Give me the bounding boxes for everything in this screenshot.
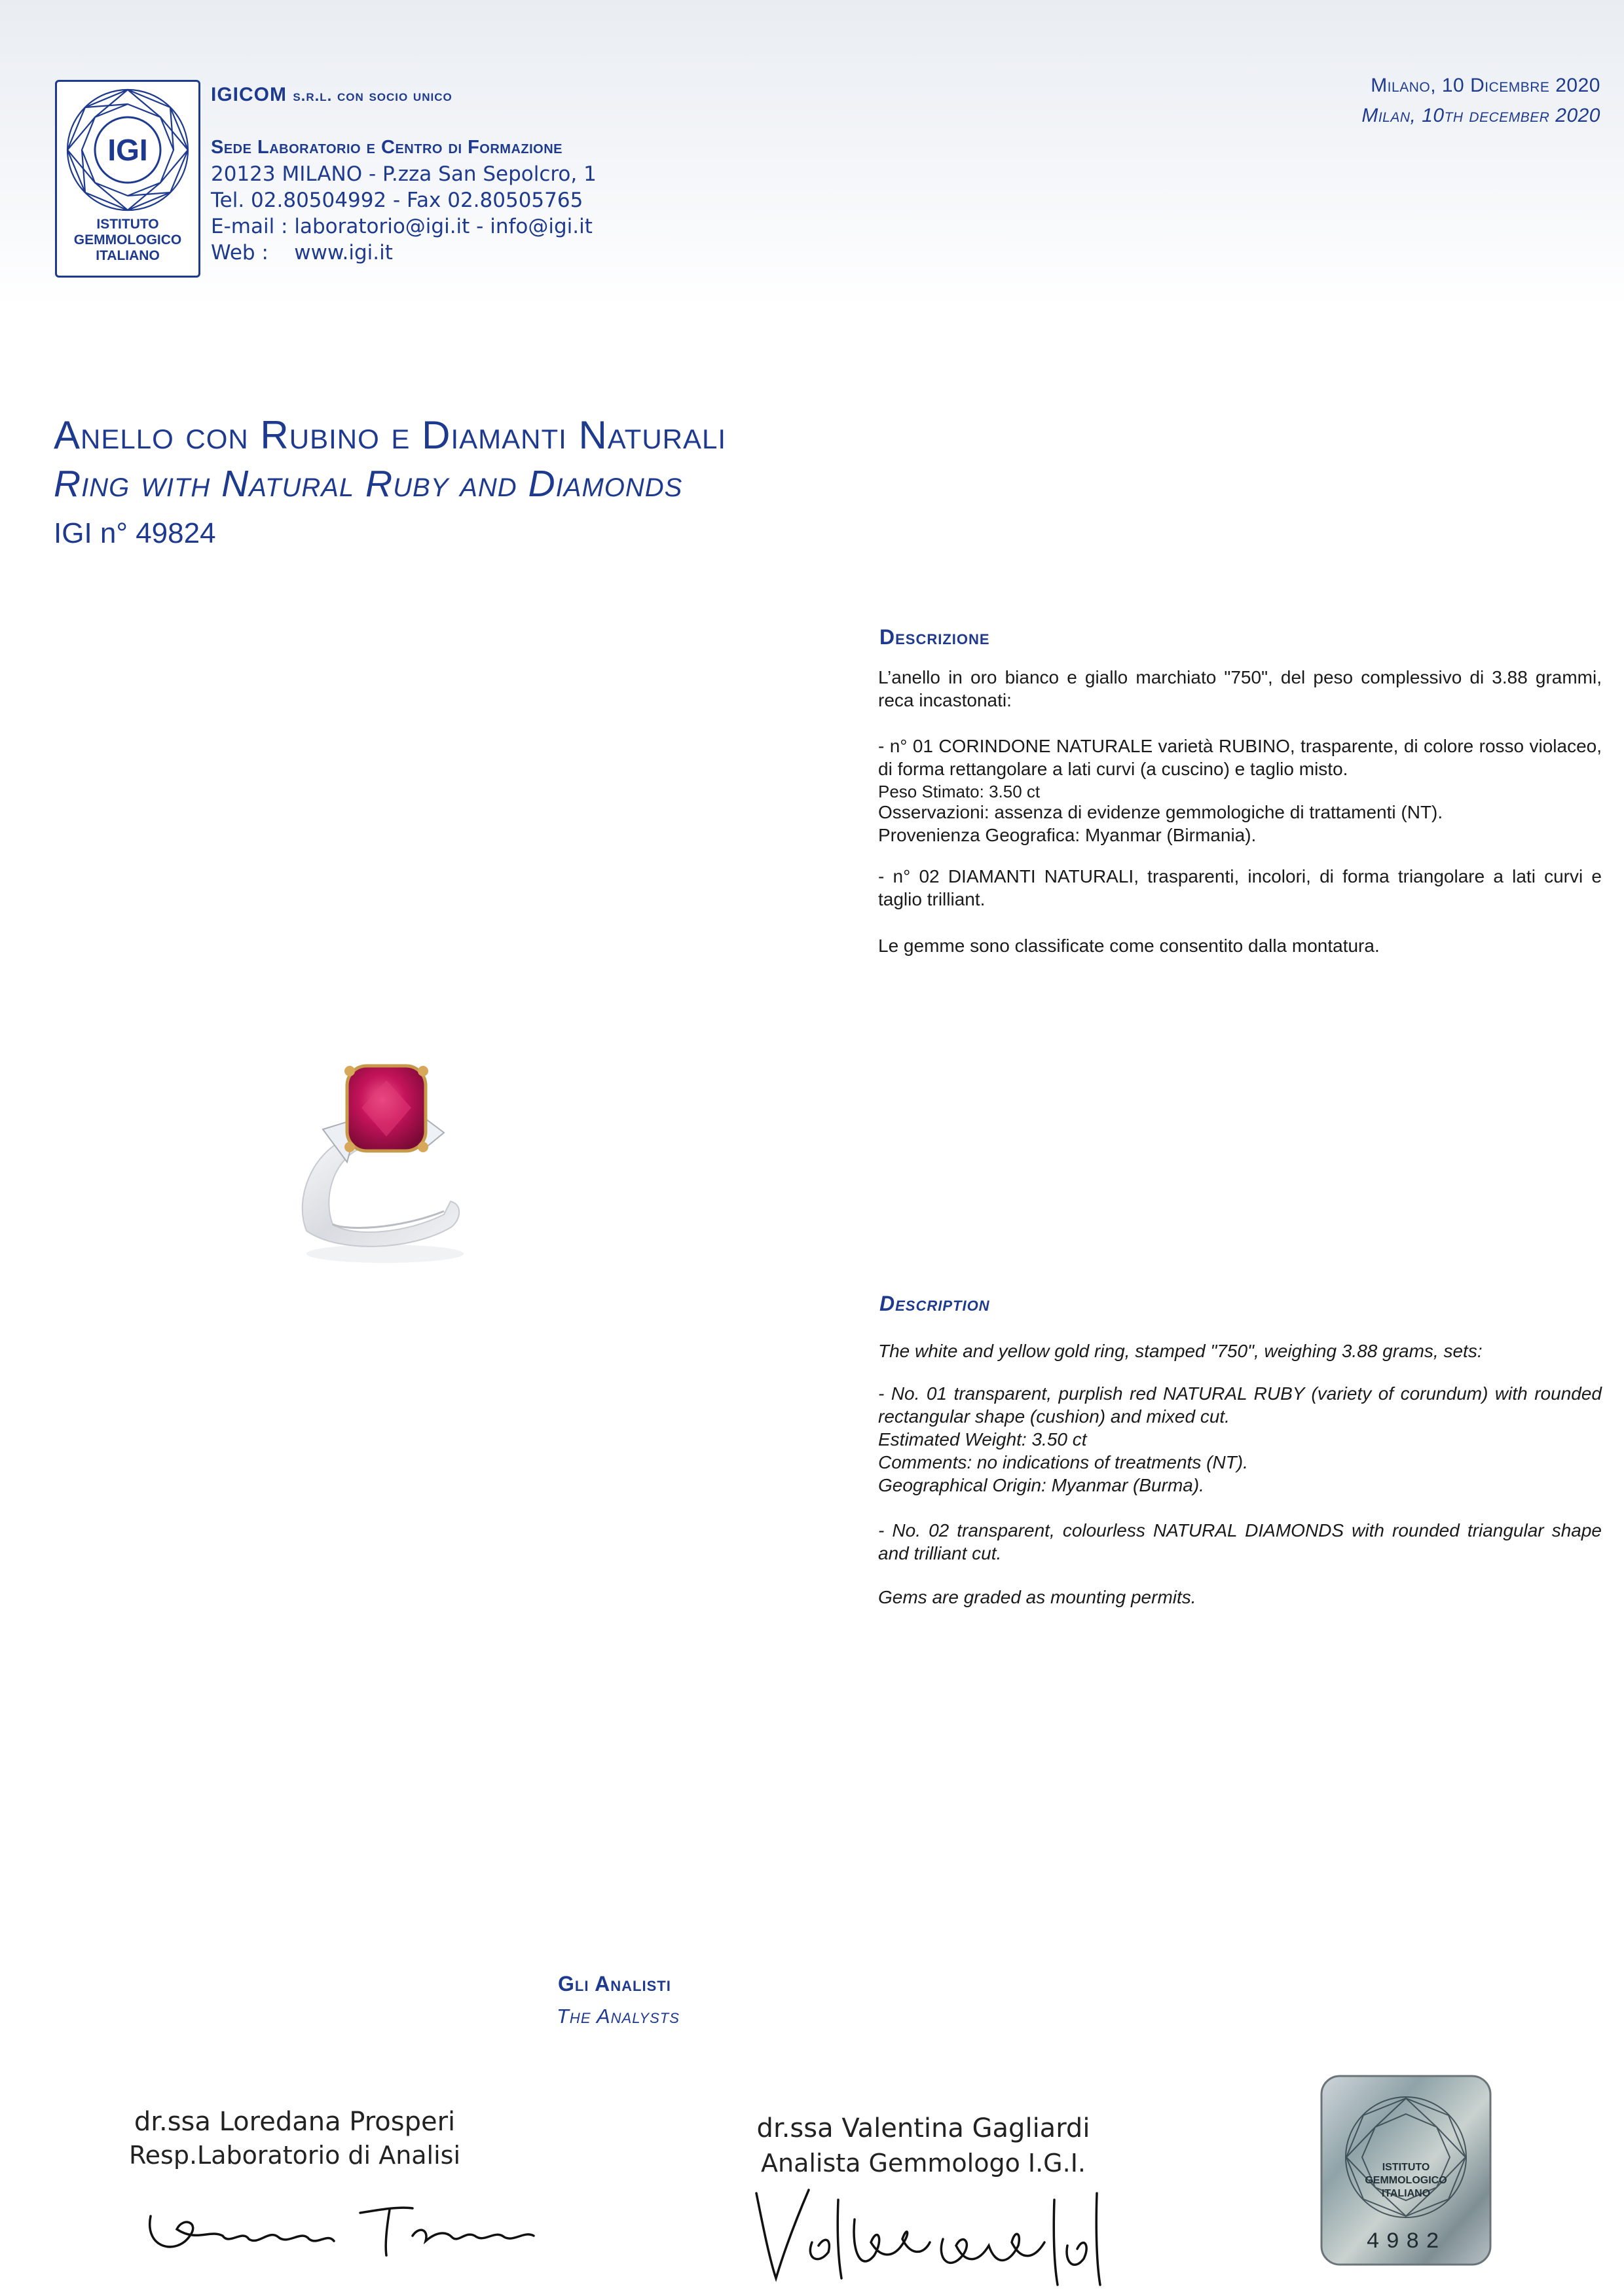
description-item2-en: - No. 02 transparent, colourless NATURAL DIAMONDS with rounded triangular shape and trilliant cut. xyxy=(878,1520,1602,1563)
logo-igi-text: IGI xyxy=(107,133,148,167)
description-item2-it: - n° 02 DIAMANTI NATURALI, trasparenti, incolori, di forma triangolare a lati curvi e taglio trilliant. xyxy=(878,866,1602,909)
description-heading-en: Description xyxy=(879,1292,990,1315)
description-heading-it: Descrizione xyxy=(879,625,990,649)
analyst1-name: dr.ssa Loredana Prosperi xyxy=(134,2107,456,2137)
title-italian: Anello con Rubino e Diamanti Naturali xyxy=(54,413,727,457)
hologram-seal xyxy=(1318,2072,1494,2269)
igi-number: IGI n° 49824 xyxy=(54,517,216,549)
analyst2-signature xyxy=(747,2180,1113,2291)
analysts-heading-en: The Analysts xyxy=(557,2005,680,2028)
logo-caption-line: ITALIANO xyxy=(96,248,160,263)
analyst2-name: dr.ssa Valentina Gagliardi xyxy=(756,2113,1090,2143)
logo-caption xyxy=(57,217,198,264)
description-observations-it: Osservazioni: assenza di evidenze gemmologiche di trattamenti (NT). xyxy=(878,802,1443,822)
analyst1-role: Resp.Laboratorio di Analisi xyxy=(128,2141,461,2170)
description-item1-en: - No. 01 transparent, purplish red NATURAL RUBY (variety of corundum) with rounded rectangular shape (cushion) and mixed cut. xyxy=(878,1383,1602,1427)
description-item1-it: - n° 01 CORINDONE NATURALE varietà RUBINO, trasparente, di colore rosso violaceo, di forma rettangolare a lati curvi (a cuscino) e taglio misto. xyxy=(878,736,1602,779)
diamond-emblem-icon xyxy=(57,82,198,219)
title-english: Ring with Natural Ruby and Diamonds xyxy=(54,463,683,505)
description-weight-en: Estimated Weight: 3.50 ct xyxy=(878,1429,1087,1449)
hologram-seal-icon xyxy=(1318,2072,1494,2269)
description-weight-it: Peso Stimato: 3.50 ct xyxy=(878,782,1041,801)
analysts-heading-it: Gli Analisti xyxy=(558,1972,671,1995)
igi-logo xyxy=(55,80,200,278)
address-line: 20123 MILANO - P.zza San Sepolcro, 1 xyxy=(211,162,597,186)
hologram-number: 4982 xyxy=(1366,2230,1446,2255)
ring-image-icon xyxy=(287,1034,483,1270)
description-intro-en: The white and yellow gold ring, stamped "750", weighing 3.88 grams, sets: xyxy=(878,1341,1483,1361)
hologram-caption-line: GEMMOLOGICO xyxy=(1365,2175,1447,2186)
lab-title: Sede Laboratorio e Centro di Formazione xyxy=(211,137,563,158)
description-note-it: Le gemme sono classificate come consentito dalla montatura. xyxy=(878,936,1380,956)
hologram-caption-line: ISTITUTO xyxy=(1382,2162,1430,2173)
description-origin-it: Provenienza Geografica: Myanmar (Birmania). xyxy=(878,825,1257,845)
analyst2-role: Analista Gemmologo I.G.I. xyxy=(760,2149,1086,2178)
hologram-caption-line: ITALIANO xyxy=(1381,2188,1431,2199)
company-name-text: IGICOM xyxy=(211,84,287,105)
description-comments-en: Comments: no indications of treatments (NT). xyxy=(878,1452,1248,1472)
company-suffix: s.r.l. con socio unico xyxy=(293,87,452,105)
date-english: Milan, 10th december 2020 xyxy=(1361,105,1600,126)
phone-fax-line: Tel. 02.80504992 - Fax 02.80505765 xyxy=(211,189,583,212)
logo-caption-line: ISTITUTO xyxy=(96,217,159,232)
description-origin-en: Geographical Origin: Myanmar (Burma). xyxy=(878,1475,1204,1495)
email-line: E-mail : laboratorio@igi.it - info@igi.it xyxy=(211,215,593,238)
logo-caption-line: GEMMOLOGICO xyxy=(73,232,182,247)
company-name xyxy=(211,84,452,106)
ring-photo xyxy=(287,1034,483,1270)
description-intro-it: L’anello in oro bianco e giallo marchiato "750", del peso complessivo di 3.88 grammi, reca incastonati: xyxy=(878,667,1602,710)
description-note-en: Gems are graded as mounting permits. xyxy=(878,1587,1196,1607)
analyst1-signature xyxy=(138,2190,550,2269)
date-italian: Milano, 10 Dicembre 2020 xyxy=(1371,75,1600,96)
web-line: Web : www.igi.it xyxy=(211,241,393,264)
